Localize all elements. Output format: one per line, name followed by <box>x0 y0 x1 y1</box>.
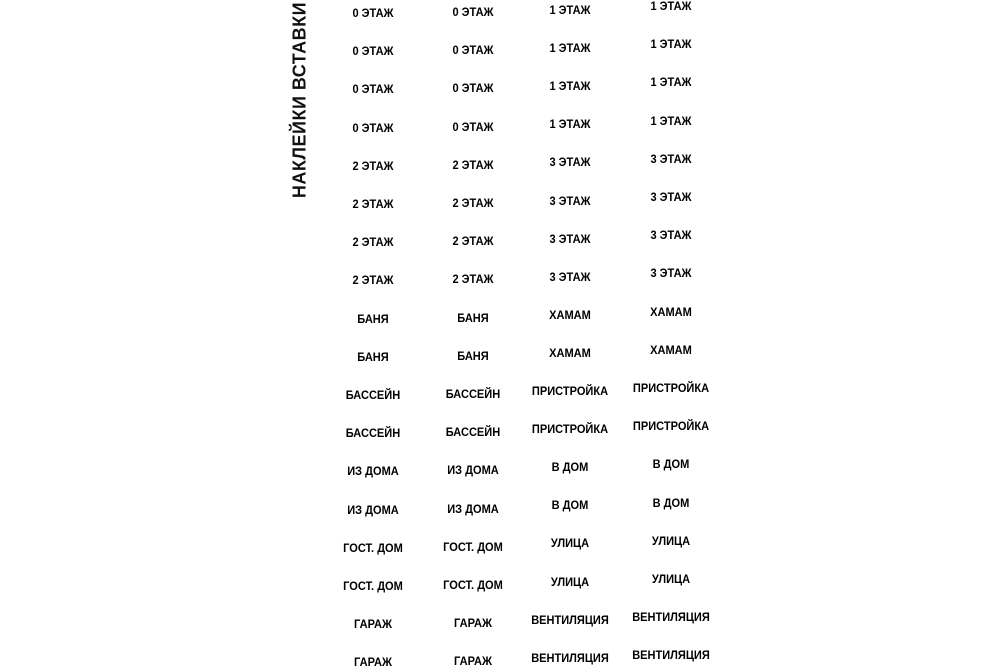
sticker-label: 0 ЭТАЖ <box>452 81 494 96</box>
sticker-label: 0 ЭТАЖ <box>452 43 494 58</box>
sticker-label: В ДОМ <box>652 495 690 510</box>
sticker-column <box>621 0 721 667</box>
sticker-label: ГАРАЖ <box>354 655 392 669</box>
sticker-label: ХАМАМ <box>549 345 591 360</box>
page-title: НАКЛЕЙКИ ВСТАВКИ <box>289 1 310 199</box>
sticker-label: ХАМАМ <box>650 304 692 319</box>
sticker-label: 3 ЭТАЖ <box>549 193 591 208</box>
sticker-label: ГОСТ. ДОМ <box>343 540 403 555</box>
sticker-label: ВЕНТИЛЯЦИЯ <box>632 648 710 663</box>
sticker-label: ИЗ ДОМА <box>447 463 499 478</box>
sticker-label: ВЕНТИЛЯЦИЯ <box>632 610 710 625</box>
sticker-label: 1 ЭТАЖ <box>650 113 692 128</box>
sticker-label: ПРИСТРОЙКА <box>632 419 710 434</box>
sticker-column <box>423 0 523 667</box>
sticker-label: 1 ЭТАЖ <box>650 37 692 52</box>
sticker-label: ПРИСТРОЙКА <box>531 422 609 437</box>
sticker-label: 2 ЭТАЖ <box>452 234 494 249</box>
sticker-label: 2 ЭТАЖ <box>352 158 394 173</box>
sticker-label: УЛИЦА <box>550 536 590 551</box>
sticker-label: 3 ЭТАЖ <box>549 231 591 246</box>
sticker-label: 1 ЭТАЖ <box>650 75 692 90</box>
sticker-label: УЛИЦА <box>651 572 691 586</box>
sticker-label: ГАРАЖ <box>454 654 492 669</box>
sticker-label: БАНЯ <box>457 348 489 363</box>
sticker-column <box>520 0 620 667</box>
sticker-label: ВЕНТИЛЯЦИЯ <box>531 650 609 665</box>
sticker-label: 0 ЭТАЖ <box>352 120 394 135</box>
sticker-label: УЛИЦА <box>550 574 590 589</box>
sticker-label: ХАМАМ <box>549 307 591 322</box>
sticker-label: 3 ЭТАЖ <box>650 151 692 166</box>
sticker-label: 1 ЭТАЖ <box>549 3 591 17</box>
sticker-label: 0 ЭТАЖ <box>352 44 394 59</box>
sticker-label: ХАМАМ <box>650 342 692 357</box>
sticker-label: БАССЕЙН <box>445 425 501 440</box>
sticker-label: 2 ЭТАЖ <box>452 272 494 287</box>
sticker-label: 1 ЭТАЖ <box>650 0 692 13</box>
sticker-label: 3 ЭТАЖ <box>549 155 591 170</box>
sticker-column <box>323 0 423 667</box>
sticker-label: 1 ЭТАЖ <box>549 41 591 56</box>
sticker-label: УЛИЦА <box>651 533 691 548</box>
sticker-label: БАНЯ <box>457 310 489 325</box>
sticker-label: БАССЕЙН <box>345 388 401 402</box>
sticker-label: 1 ЭТАЖ <box>549 117 591 132</box>
sticker-label: ИЗ ДОМА <box>447 501 499 516</box>
sticker-label: 2 ЭТАЖ <box>352 197 394 211</box>
sticker-label: 2 ЭТАЖ <box>352 273 394 288</box>
sticker-label: БАССЕЙН <box>345 426 401 441</box>
sticker-label: 2 ЭТАЖ <box>452 196 494 210</box>
sticker-label: ПРИСТРОЙКА <box>531 384 609 398</box>
sticker-label: ГОСТ. ДОМ <box>443 539 503 554</box>
sticker-grid <box>323 0 723 667</box>
sticker-label: 3 ЭТАЖ <box>650 228 692 243</box>
sticker-label: 0 ЭТАЖ <box>352 6 394 20</box>
sticker-label: 2 ЭТАЖ <box>352 235 394 250</box>
sticker-label: 1 ЭТАЖ <box>549 79 591 94</box>
sticker-label: 0 ЭТАЖ <box>352 82 394 97</box>
sticker-label: ПРИСТРОЙКА <box>632 381 710 395</box>
sticker-label: 3 ЭТАЖ <box>650 190 692 204</box>
sticker-label: В ДОМ <box>652 457 690 472</box>
sticker-label: ГАРАЖ <box>354 617 392 632</box>
sticker-label: ИЗ ДОМА <box>347 502 399 517</box>
sticker-label: ВЕНТИЛЯЦИЯ <box>531 612 609 627</box>
sticker-label: БАССЕЙН <box>445 387 501 401</box>
sticker-label: 0 ЭТАЖ <box>452 119 494 134</box>
sticker-label: БАНЯ <box>357 311 389 326</box>
sticker-label: 3 ЭТАЖ <box>650 266 692 281</box>
sticker-label: 3 ЭТАЖ <box>549 269 591 284</box>
sticker-label: 2 ЭТАЖ <box>452 157 494 172</box>
sticker-label: ИЗ ДОМА <box>347 464 399 479</box>
sticker-label: БАНЯ <box>357 349 389 364</box>
sticker-label: ГАРАЖ <box>454 616 492 631</box>
sticker-label: В ДОМ <box>551 460 589 475</box>
sticker-label: В ДОМ <box>551 498 589 513</box>
sticker-label: 0 ЭТАЖ <box>452 5 494 19</box>
sticker-label: ГОСТ. ДОМ <box>343 579 403 593</box>
sticker-label: ГОСТ. ДОМ <box>443 578 503 592</box>
